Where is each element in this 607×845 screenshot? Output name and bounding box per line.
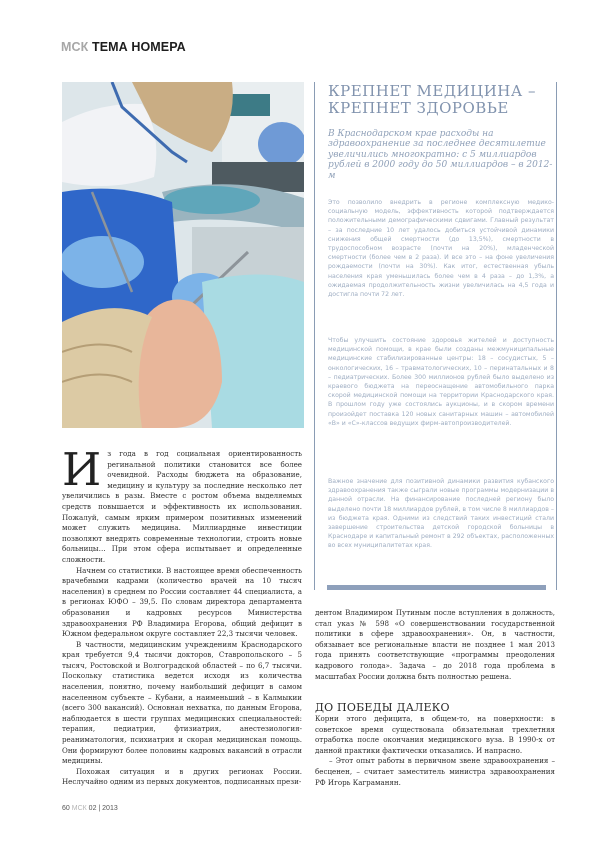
article-paragraph: Похожая ситуация и в других регионах России. Неслучайно одним из первых документов, подписанных прези-	[62, 766, 302, 787]
article-paragraph: Корни этого дефицита, в общем-то, на поверхности: в советское время существовала обязательная трехлетняя отработка после окончания медицинского вуза. В 1990-х от данной практики фактически отказались. И напрасно.	[315, 714, 555, 755]
sidebar-bottom-bar	[327, 585, 546, 590]
sidebar-paragraph: Чтобы улучшить состояние здоровья жителей и доступность медицинской помощи, в крае были созданы межмуниципальные медицинские стабилизированные центры: 18 – сосудистых, 5 – онкологических, 16 – травматологических, 10 – перинатальных и 8 – педиатрических. Более 300 миллионов рублей было выделено из краевого бюджета на переоснащение автомобильного парка скорой медицинской помощи на территории Краснодарского края. В прошлом году уже состоялись аукционы, и в скором времени произойдет поставка 120 новых санитарных машин – автомобилей «В» и «С»-классов ведущих фирм-автопроизводителей.	[328, 337, 554, 427]
article-paragraph: Начнем со статистики. В настоящее время обеспеченность врачебными кадрами (количество врачей на 10 тысяч населения) в среднем по России составляет 44 специалиста, а в регионах ЮФО – 39,5. По словам директора департамента образования и кадровых ресурсов Министерства здравоохранения РФ Владимира Егорова, общий дефицит в Южном федеральном округе составляет 22,3 тысячи человек.	[62, 565, 302, 639]
sidebar-box	[314, 82, 557, 590]
article-paragraph: В частности, медицинским учреждениям Краснодарского края требуется 9,4 тысячи докторов, Ставропольского – 5 тысяч, Ростовской и Волгоградской областей – по 6,7 тысячи. Поскольку статистика ведется исходя из количества населения, понятно, почему наибольший дефицит в самом населенном субъекте – Кубани, а наименьший – в Калмыкии (всего 300 вакансий). Основная нехватка, по данным Егорова, наблюдается в шести группах медицинских специальностей: терапия, педиатрия, фтизиатрия, анестезиология-реаниматология, психиатрия и скорая медицинская помощь. Они формируют более половины кадровых вакансий в отрасли медицины.	[62, 639, 302, 766]
article-column-left	[62, 443, 302, 788]
sidebar-title: КРЕПНЕТ МЕДИЦИНА – КРЕПНЕТ ЗДОРОВЬЕ	[328, 82, 536, 117]
drop-cap: И	[62, 443, 102, 496]
article-subheading: ДО ПОБЕДЫ ДАЛЕКО	[315, 701, 450, 714]
article-paragraph-continued: дентом Владимиром Путиным после вступления в должность, стал указ № 598 «О совершенствовании государственной политики в сфере здравоохранения». Он, в частности, обязывает все региональные власти не позднее 1 мая 2013 года принять соответствующие «программы преодоления кадрового голода». Задача – до 2018 года проблема в масштабах России должна быть полностью решена.	[315, 608, 555, 681]
article-photo	[62, 82, 304, 428]
dentist-photo-illustration	[62, 82, 304, 428]
intro-text: з года в год социальная ориентированность регинальной политики становится все более очевидной. Расходы бюджета на образование, медицину и культуру за последние несколько лет увеличились в разы. Вместе с ростом объема выделяемых средств повышается и эффективность их использования. Пожалуй, самым ярким примером позитивных изменений может служить медицина. Миллиардные инвестиции позволяют внедрять современные технологии, строить новые больницы… При этом сфера испытывает и определенные сложности.	[62, 449, 302, 564]
article-section-2	[315, 714, 555, 788]
article-column-right	[315, 608, 555, 682]
article-intro	[62, 443, 302, 566]
page-number: 60	[62, 805, 70, 812]
section-title: ТЕМА НОМЕРА	[91, 40, 186, 54]
issue-number: 02 | 2013	[88, 805, 118, 812]
magazine-brand: МСК	[61, 40, 89, 54]
section-header	[61, 40, 186, 54]
page-footer	[62, 805, 118, 812]
sidebar-paragraph: Важное значение для позитивной динамики развития кубанского здравоохранения также сыграли новые программы модернизации в данной отрасли. На финансирование последней региону было выделено почти 18 миллиардов рублей, в том числе 8 миллиардов – из бюджета края. Одними из следствий таких инвестиций стали завершение строительства детской городской больницы в Краснодаре и капитальный ремонт в 292 объектах, расположенных во всех муниципалитетах края.	[328, 478, 554, 550]
sidebar-paragraph: Это позволило внедрить в регионе комплексную медико-социальную модель, эффективность которой подтверждается положительными демографическими сдвигами. Главный результат – за последние 10 лет удалось добиться устойчивой динамики снижения общей смертности (до 13,5%), смертности в трудоспособном возрасте (почти на 20%), младенческой смертности (более чем в 2 раза). И все это – на фоне увеличения рождаемости (почти на 30%). Как итог, естественная убыль населения края уменьшилась более чем в 4 раза – до 1,3%, а ожидаемая продолжительность жизни увеличилась на 4,5 года и достигла почти 72 лет.	[328, 199, 554, 299]
article-quote: – Этот опыт работы в первичном звене здравоохранения – бесценен, – считает заместитель министра здравоохранения РФ Игорь Каграманян.	[315, 756, 555, 787]
footer-brand: МСК	[71, 805, 87, 812]
sidebar-lead: В Краснодарском крае расходы на здравоохранение за последнее десятилетие увеличились многократно: с 5 миллиардов рублей в 2000 году до 50 миллиардов – в 2012-м	[328, 129, 553, 181]
